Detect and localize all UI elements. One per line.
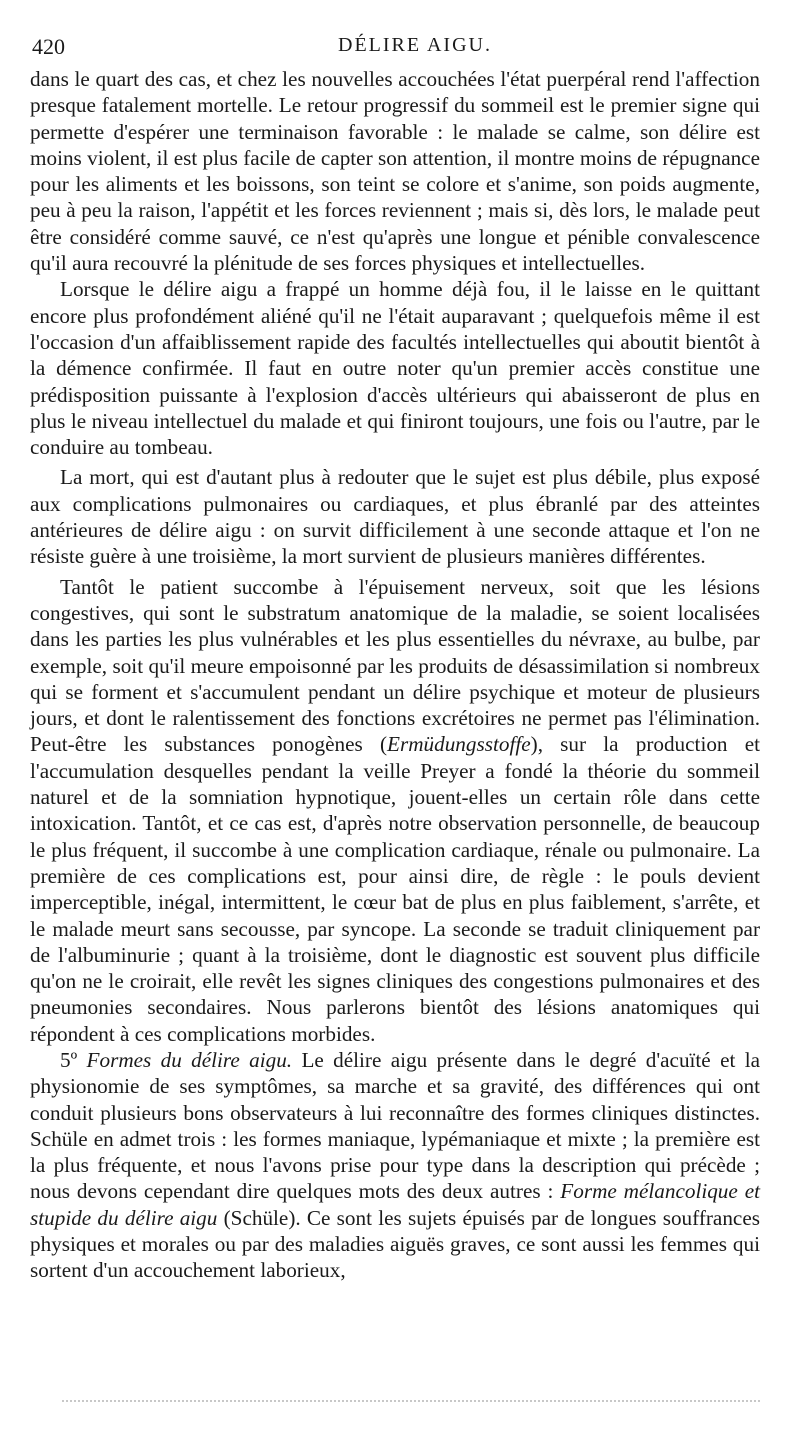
footer-dotted-rule bbox=[62, 1400, 760, 1404]
section-heading: Formes du délire aigu. bbox=[86, 1047, 293, 1072]
paragraph-4-italic-term: Ermüdungsstoffe bbox=[387, 732, 531, 757]
paragraph-1 bbox=[30, 66, 760, 276]
paragraph-1-text: dans le quart des cas, et chez les nouvelles accouchées l'état puerpéral rend l'affection presque fatalement mortelle. Le retour progressif du sommeil est le premier signe qui permette d'espérer une terminaison favorable : le malade se calme, son délire est moins violent, il est plus facile de capter son attention, il montre moins de répugnance pour les aliments et les boissons, son teint se colore et s'anime, son poids augmente, peu à peu la raison, l'appétit et les forces reviennent ; mais si, dès lors, le malade peut être considéré comme sauvé, ce n'est qu'après une longue et pénible convalescence qu'il aura recouvré la plénitude de ses forces physiques et intellectuelles. bbox=[30, 67, 760, 276]
paragraph-4 bbox=[30, 574, 760, 1047]
section-5-paragraph bbox=[30, 1047, 760, 1284]
section-5-text-c: (Schüle). Ce sont les sujets épuisés par de longues souffrances physiques et morales ou par des maladies aiguës graves, ce sont aussi les femmes qui sortent d'un accouchement laborieux, bbox=[30, 1205, 760, 1283]
section-5-italic-term: Forme mélancolique et stupide du délire aigu bbox=[30, 1179, 760, 1230]
paragraph-2 bbox=[30, 276, 760, 460]
paragraph-4-text-a: Tantôt le patient succombe à l'épuisement nerveux, soit que les lésions congestives, qui sont le substratum anatomique de la maladie, se soient localisées dans les parties les plus vulnérables et les plus essentielles du névraxe, au bulbe, par exemple, soit qu'il meure empoisonné par les produits de désassimilation si nombreux qui se forment et s'accumulent pendant un délire psychique et moteur de plusieurs jours, et dont le ralentissement des fonctions excrétoires ne permet pas l'élimination. Peut-être les substances ponogènes ( bbox=[30, 574, 760, 757]
section-number: 5º bbox=[60, 1047, 78, 1072]
paragraph-3 bbox=[30, 464, 760, 569]
page-number: 420 bbox=[32, 34, 65, 59]
body-text bbox=[30, 66, 760, 1284]
paragraph-3-text: La mort, qui est d'autant plus à redouter que le sujet est plus débile, plus exposé aux complications pulmonaires ou cardiaques, et plus ébranlé par des atteintes antérieures de délire aigu : on survit difficilement à une seconde attaque et l'on ne résiste guère à une troisième, la mort survient de plusieurs manières différentes. bbox=[30, 465, 760, 569]
paragraph-4-text-c: ), sur la production et l'accumulation desquelles pendant la veille Preyer a fondé la théorie du sommeil naturel et de la somniation hypnotique, jouent-elles un certain rôle dans cette intoxication. Tantôt, et ce cas est, d'après notre observation personnelle, de beaucoup le plus fréquent, il succombe à une complication cardiaque, rénale ou pulmonaire. La première de ces complications est, pour ainsi dire, de règle : le pouls devient imperceptible, inégal, intermittent, le cœur bat de plus en plus faiblement, s'arrête, et le malade meurt sans secousse, par syncope. La seconde se traduit cliniquement par de l'albuminurie ; quant à la troisième, dont le diagnostic est souvent plus difficile qu'on ne le croirait, elle revêt les signes cliniques des congestions pulmonaires et des pneumonies secondaires. Nous parlerons bientôt des lésions anatomiques qui répondent à ces complications morbides. bbox=[30, 732, 760, 1046]
paragraph-2-text: Lorsque le délire aigu a frappé un homme déjà fou, il le laisse en le quittant encore plus profondément aliéné qu'il ne l'était auparavant ; quelquefois même il est l'occasion d'un affaiblissement rapide des facultés intellectuelles qui aboutit bientôt à la démence confirmée. Il faut en outre noter qu'un premier accès constitue une prédisposition puissante à l'explosion d'accès ultérieurs qui abaisseront de plus en plus le niveau intellectuel du malade et qui finiront toujours, une fois ou l'autre, par le conduire au tombeau. bbox=[30, 277, 760, 460]
page-header bbox=[30, 28, 760, 66]
section-5-text-a: Le délire aigu présente dans le degré d'acuïté et la physionomie de ses symptômes, sa marche et sa gravité, des différences qui ont conduit plusieurs bons observateurs à lui reconnaître des formes cliniques distinctes. Schüle en admet trois : les formes maniaque, lypémaniaque et mixte ; la première est la plus fréquente, et nous l'avons prise pour type dans la description qui précède ; nous devons cependant dire quelques mots des deux autres : bbox=[30, 1047, 760, 1204]
running-head: DÉLIRE AIGU. bbox=[338, 34, 492, 56]
